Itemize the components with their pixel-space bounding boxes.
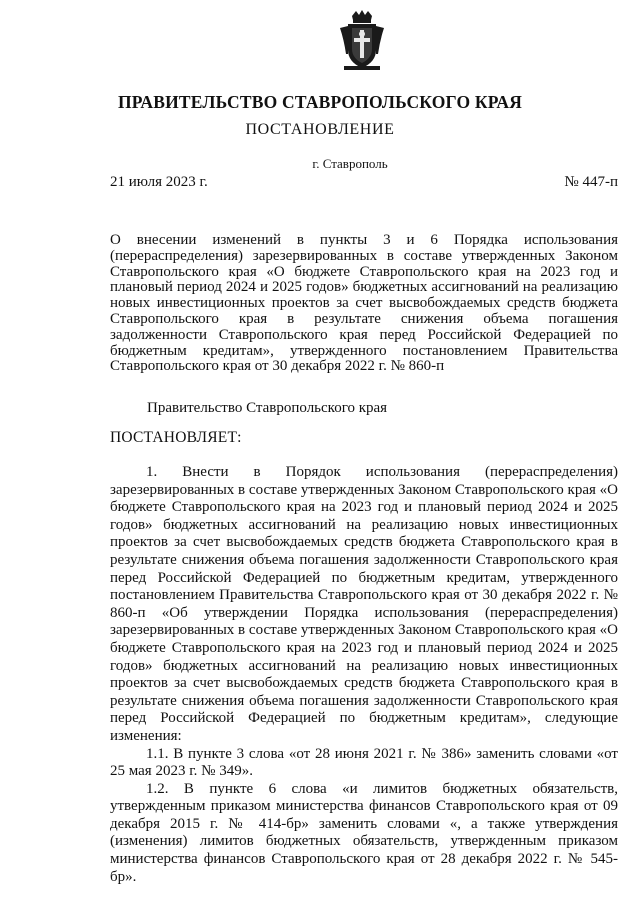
government-title: ПРАВИТЕЛЬСТВО СТАВРОПОЛЬСКОГО КРАЯ bbox=[117, 92, 523, 112]
document-date: 21 июля 2023 г. bbox=[110, 174, 208, 190]
document-number: № 447-п bbox=[564, 174, 618, 190]
resolves-heading: ПОСТАНОВЛЯЕТ: bbox=[110, 429, 242, 446]
paragraph-1-2: 1.2. В пункте 6 слова «и лимитов бюджетных обязательств, утвержденным приказом министерства финансов Ставропольского края от 09 декабря 2015 г. № 414-бр» заменить словами «, а также утверждения (изменения) лимитов бюджетных обязательств, утвержденным приказом министерства финансов Ставропольского края от 28 декабря 2022 г. № 545-бр». bbox=[110, 780, 618, 885]
document-type: ПОСТАНОВЛЕНИЕ bbox=[245, 121, 395, 138]
issuing-authority: Правительство Ставропольского края bbox=[147, 400, 388, 416]
city: г. Ставрополь bbox=[312, 156, 388, 171]
document-subject: О внесении изменений в пункты 3 и 6 Порядка использования (перераспределения) зарезервированных в составе утвержденных Законом Ставропольского края «О бюджете Ставропольского края на 2023 год и плановый период 2024 и 2025 годов» бюджетных ассигнований на реализацию новых инвестиционных проектов за счет высвобождаемых средств бюджета Ставропольского края в результате снижения объема погашения задолженности Ставропольского края перед Российской Федерацией по бюджетным кредитам», утвержденного постановлением Правительства Ставропольского края от 30 декабря 2022 г. № 860-п bbox=[110, 232, 618, 375]
paragraph-1: 1. Внести в Порядок использования (перераспределения) зарезервированных в составе утвержденных Законом Ставропольского края «О бюджете Ставропольского края на 2023 год и плановый период 2024 и 2025 годов» бюджетных ассигнований на реализацию новых инвестиционных проектов за счет высвобождаемых средств бюджета Ставропольского края в результате снижения объема погашения задолженности Ставропольского края перед Российской Федерацией по бюджетным кредитам, утвержденного постановлением Правительства Ставропольского края от 30 декабря 2022 г. № 860-п «Об утверждении Порядка использования (перераспределения) зарезервированных в составе утвержденных Законом Ставропольского края «О бюджете Ставропольского края на 2023 год и плановый период 2024 и 2025 годов» бюджетных ассигнований на реализацию новых инвестиционных проектов за счет высвобождаемых средств бюджета Ставропольского края в результате снижения объема погашения задолженности Ставропольского края перед Российской Федерацией по бюджетным кредитам», следующие изменения: bbox=[110, 464, 618, 744]
coat-of-arms-icon bbox=[338, 10, 386, 72]
document-body bbox=[110, 464, 618, 886]
paragraph-1-1: 1.1. В пункте 3 слова «от 28 июня 2021 г. № 386» заменить словами «от 25 мая 2023 г. № 349». bbox=[110, 745, 618, 780]
